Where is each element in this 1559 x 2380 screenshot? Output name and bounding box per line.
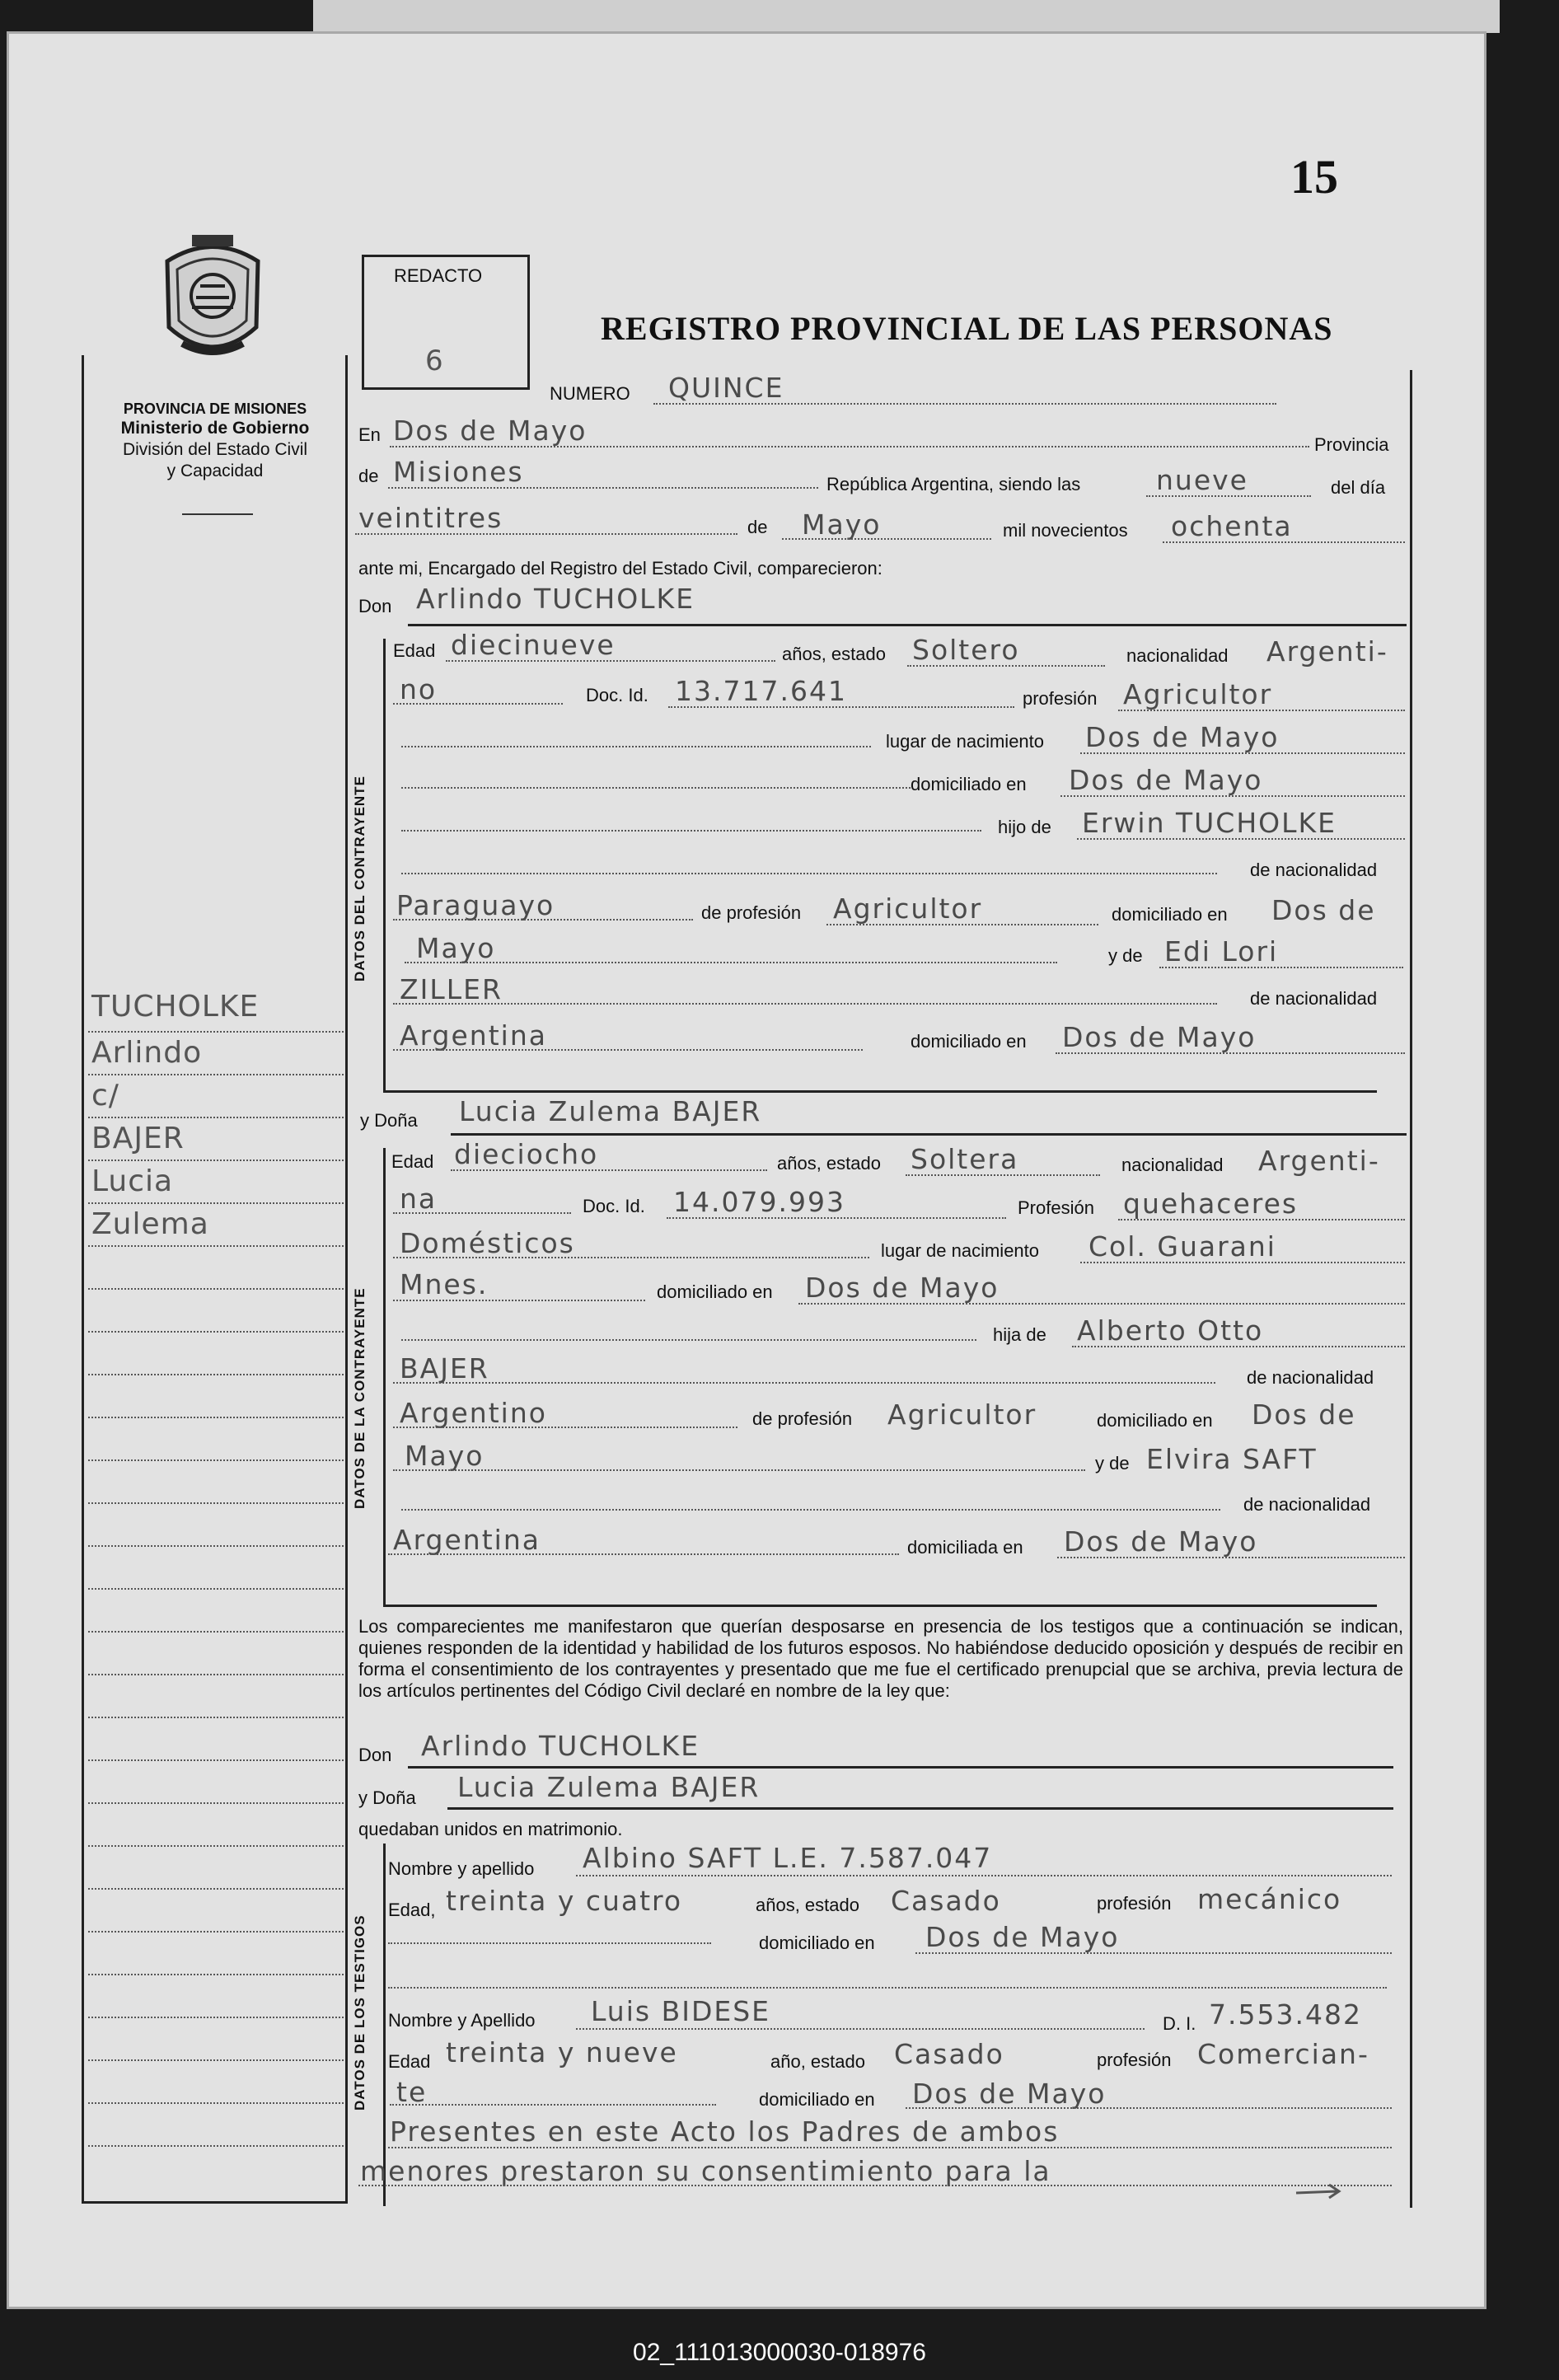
quedaban-label: quedaban unidos en matrimonio. xyxy=(358,1819,623,1839)
dona2-label: y Doña xyxy=(358,1787,416,1808)
continuation-arrow-icon xyxy=(1294,2181,1344,2201)
w1-estado-label: años, estado xyxy=(756,1895,859,1915)
groom-dom-value: Dos de Mayo xyxy=(1069,764,1263,796)
w2-prof-label: profesión xyxy=(1097,2050,1172,2070)
groom-estado-line xyxy=(907,665,1105,667)
bride-doc-line xyxy=(667,1217,1006,1219)
groom-padre-nac-line-a xyxy=(401,873,1217,874)
de-mes-label: de xyxy=(747,517,768,537)
mil-label: mil novecientos xyxy=(1003,520,1128,541)
contrayenta-bracket xyxy=(383,1148,386,1605)
hora-value: nueve xyxy=(1156,464,1248,496)
bride-y-de-label: y de xyxy=(1095,1453,1130,1473)
bride-prof-value-b: Domésticos xyxy=(400,1227,575,1259)
en-label: En xyxy=(358,424,381,445)
w2-dom-label: domiciliado en xyxy=(759,2089,875,2110)
bride-madre-dom-label: domiciliada en xyxy=(907,1537,1023,1558)
w1-dom-line xyxy=(915,1952,1392,1954)
groom-nac-value-b: no xyxy=(400,673,438,705)
groom-lugar-line-a xyxy=(401,746,871,747)
ante-mi-label: ante mi, Encargado del Registro del Estado Civil, comparecieron: xyxy=(358,558,882,579)
don-label: Don xyxy=(358,596,392,616)
de-value: Misiones xyxy=(393,456,524,488)
testigos-bracket xyxy=(383,1844,386,2206)
w2-edad-value: treinta y nueve xyxy=(446,2036,678,2068)
declaration-paragraph: Los comparecientes me manifestaron que querían desposarse en presencia de los testigos que a continuación se indican, quienes responden de la identidad y habilidad de los futuros esposos. No habiéndose deducido oposición y después de recibir en forma el consentimiento de los contrayentes y presentado que me fue el certificado prenupcial que se archiva, previa lectura de los artículos pertinentes del Código Civil declaré en nombre de la ley que: xyxy=(358,1616,1403,1701)
bride-edad-line xyxy=(451,1169,767,1171)
contrayenta-section-label: DATOS DE LA CONTRAYENTE xyxy=(352,1287,368,1509)
groom-prof-value: Agricultor xyxy=(1123,678,1273,710)
groom-estado-value: Soltero xyxy=(912,634,1020,666)
form-right-border xyxy=(1410,370,1412,2208)
contrayente-bottom-rule xyxy=(383,1090,1377,1093)
page-number: 15 xyxy=(1290,150,1338,204)
w1-prof-label: profesión xyxy=(1097,1893,1172,1914)
don2-label: Don xyxy=(358,1745,392,1765)
groom-madre-value-a: Edi Lori xyxy=(1164,935,1279,967)
del-dia-label: del día xyxy=(1331,477,1386,498)
note-rule-1 xyxy=(388,2147,1392,2148)
bride-madre-nac-line xyxy=(388,1553,899,1555)
redacto-box xyxy=(362,255,530,390)
w2-prof-line-b xyxy=(390,2104,716,2106)
bride-madre-dom-line xyxy=(1057,1557,1405,1558)
w1-nombre-label: Nombre y apellido xyxy=(388,1858,535,1879)
bride-padre-dom-value-b: Mayo xyxy=(405,1440,485,1472)
note-rule-2 xyxy=(358,2185,1392,2186)
margin-note-name: Arlindo xyxy=(91,1036,203,1070)
bride-dom-label: domiciliado en xyxy=(657,1281,773,1302)
provincial-seal-icon xyxy=(159,228,266,370)
bride-prof-label: Profesión xyxy=(1018,1197,1094,1218)
margin-bottom-border xyxy=(82,2201,348,2204)
groom-padre-prof-line xyxy=(826,924,1098,925)
bride-estado-label: años, estado xyxy=(777,1153,881,1174)
republica-label: República Argentina, siendo las xyxy=(826,474,1081,494)
document-title: REGISTRO PROVINCIAL DE LAS PERSONAS xyxy=(601,310,1333,347)
w1-nombre-line xyxy=(576,1875,1392,1876)
w2-prof-value-a: Comercian- xyxy=(1197,2038,1369,2070)
groom-nac-line xyxy=(393,703,563,705)
numero-line xyxy=(653,403,1276,405)
redacto-label: REDACTO xyxy=(394,265,483,286)
groom-padre-prof-value: Agricultor xyxy=(833,892,983,925)
bride-estado-line xyxy=(906,1174,1100,1176)
bride-nac-label: nacionalidad xyxy=(1121,1155,1224,1175)
dia-value: veintitres xyxy=(358,502,503,534)
bride-padre-nac-value: Argentino xyxy=(400,1397,547,1429)
de-label: de xyxy=(358,466,379,486)
groom-madre-line-a xyxy=(1159,967,1403,968)
groom-padre-dom-value-b: Mayo xyxy=(416,932,496,964)
bride-doc-label: Doc. Id. xyxy=(583,1196,645,1216)
groom-padre-nac-label: de nacionalidad xyxy=(1250,860,1378,880)
division-label: División del Estado Civil xyxy=(122,440,308,460)
groom-hijo-label: hijo de xyxy=(998,817,1051,837)
w1-blank-line xyxy=(388,1987,1387,1989)
margin-note-name3: Zulema xyxy=(91,1207,209,1241)
bride-prof-line-b xyxy=(393,1257,869,1258)
note-line-2: menores prestaron su consentimiento para la xyxy=(360,2155,1051,2187)
groom-dom-line-a xyxy=(401,787,911,789)
w2-di-label: D. I. xyxy=(1163,2013,1196,2034)
dona-line xyxy=(451,1133,1407,1136)
w2-prof-value-b: te xyxy=(396,2076,428,2108)
groom-padre-dom-label: domiciliado en xyxy=(1112,904,1228,925)
en-value: Dos de Mayo xyxy=(393,415,588,447)
contrayenta-bottom-rule xyxy=(383,1605,1377,1607)
numero-value: QUINCE xyxy=(668,372,784,404)
w1-edad-label: Edad, xyxy=(388,1900,436,1920)
bride-hija-line-a xyxy=(401,1339,976,1341)
groom-dom-line xyxy=(1060,795,1405,797)
w2-nombre-line xyxy=(576,2028,1145,2030)
w2-edad-label: Edad xyxy=(388,2051,431,2072)
ministry-rule xyxy=(182,513,253,515)
groom-padre-line xyxy=(1077,838,1405,840)
groom-doc-label: Doc. Id. xyxy=(586,685,648,705)
bride-padre-line-b xyxy=(393,1382,1215,1384)
contrayente-bracket xyxy=(383,639,386,1090)
groom-lugar-label: lugar de nacimiento xyxy=(886,731,1045,752)
ministry-header xyxy=(75,400,355,482)
groom-padre-value: Erwin TUCHOLKE xyxy=(1082,807,1337,839)
don2-line xyxy=(408,1766,1393,1769)
bride-lugar-line-b xyxy=(393,1300,645,1301)
contrayente-section-label: DATOS DEL CONTRAYENTE xyxy=(352,775,368,982)
ministry-label: Ministerio de Gobierno xyxy=(120,419,310,438)
bride-madre-value: Elvira SAFT xyxy=(1146,1443,1318,1475)
w2-estado-label: año, estado xyxy=(770,2051,865,2072)
redacto-value: 6 xyxy=(425,344,443,377)
bride-dom-value: Dos de Mayo xyxy=(805,1272,1000,1304)
dona-value: Lucia Zulema BAJER xyxy=(459,1095,762,1127)
bride-padre-value: Alberto Otto xyxy=(1077,1314,1264,1347)
dia-line xyxy=(355,533,737,535)
image-footer-id: 02_111013000030-018976 xyxy=(633,2339,926,2366)
margin-left-border xyxy=(82,355,84,2201)
bride-hija-label: hija de xyxy=(993,1324,1046,1345)
bride-madre-dom-value: Dos de Mayo xyxy=(1064,1525,1258,1558)
w2-dom-line xyxy=(906,2107,1392,2109)
bride-lugar-value-a: Col. Guarani xyxy=(1088,1230,1276,1263)
groom-madre-nac-value: Argentina xyxy=(400,1019,547,1052)
bride-edad-value: dieciocho xyxy=(454,1138,599,1170)
groom-padre-dom-value-a: Dos de xyxy=(1271,894,1376,926)
groom-doc-value: 13.717.641 xyxy=(675,675,847,707)
groom-hijo-line-a xyxy=(401,830,981,832)
w1-prof-value: mecánico xyxy=(1197,1883,1342,1915)
bride-nac-value-a: Argenti- xyxy=(1258,1145,1380,1177)
groom-doc-line xyxy=(668,706,1014,708)
bride-prof-value: quehaceres xyxy=(1123,1188,1299,1220)
bride-padre-line xyxy=(1072,1346,1405,1347)
bride-nac-line xyxy=(393,1212,571,1214)
w1-dom-label: domiciliado en xyxy=(759,1933,875,1953)
groom-padre-dom-line xyxy=(405,962,1057,963)
ano-value: ochenta xyxy=(1171,510,1293,542)
bride-padre-nac-line xyxy=(393,1427,737,1428)
groom-dom-label: domiciliado en xyxy=(911,774,1027,794)
bride-lugar-value-b: Mnes. xyxy=(400,1268,489,1300)
provincia-label: Provincia xyxy=(1314,434,1389,455)
bride-padre-dom-value-a: Dos de xyxy=(1252,1398,1356,1431)
bride-padre-dom-label: domiciliado en xyxy=(1097,1410,1213,1431)
bride-estado-value: Soltera xyxy=(911,1143,1019,1175)
groom-nac-value-a: Argenti- xyxy=(1266,635,1388,668)
groom-prof-label: profesión xyxy=(1023,688,1098,709)
don-value: Arlindo TUCHOLKE xyxy=(416,583,695,615)
groom-nac-label: nacionalidad xyxy=(1126,645,1229,666)
bride-doc-value: 14.079.993 xyxy=(673,1186,845,1218)
w1-edad-value: treinta y cuatro xyxy=(446,1885,683,1917)
dona2-line xyxy=(447,1807,1393,1810)
bride-dom-line xyxy=(798,1303,1405,1305)
bride-madre-nac-value: Argentina xyxy=(393,1524,541,1556)
margin-note-surname2: BAJER xyxy=(91,1122,185,1155)
margin-note-name2: Lucia xyxy=(91,1164,174,1198)
groom-edad-value: diecinueve xyxy=(451,629,616,661)
w2-di-value: 7.553.482 xyxy=(1209,1998,1362,2031)
note-line-1: Presentes en este Acto los Padres de ambos xyxy=(390,2115,1060,2148)
w2-dom-value: Dos de Mayo xyxy=(912,2078,1107,2110)
margin-note-con: c/ xyxy=(91,1079,119,1113)
bride-nac-value-b: na xyxy=(400,1183,438,1215)
en-line xyxy=(390,446,1309,447)
bride-padre-nac-label: de nacionalidad xyxy=(1247,1367,1374,1388)
w2-nombre-value: Luis BIDESE xyxy=(591,1995,771,2027)
groom-madre-line-b xyxy=(393,1003,1217,1005)
bride-lugar-label: lugar de nacimiento xyxy=(881,1240,1040,1261)
groom-madre-dom-label: domiciliado en xyxy=(911,1031,1027,1052)
don2-value: Arlindo TUCHOLKE xyxy=(421,1730,700,1762)
dona-label: y Doña xyxy=(360,1110,418,1131)
margin-right-border xyxy=(345,355,348,2201)
groom-prof-line xyxy=(1118,710,1405,711)
bride-padre-prof-value: Agricultor xyxy=(887,1398,1037,1431)
groom-padre-prof-label: de profesión xyxy=(701,902,802,923)
groom-edad-label: Edad xyxy=(393,640,436,661)
w1-dom-value: Dos de Mayo xyxy=(925,1921,1120,1953)
dona2-value: Lucia Zulema BAJER xyxy=(457,1771,761,1803)
w2-estado-value: Casado xyxy=(894,2038,1004,2070)
w1-dom-line-a xyxy=(388,1942,711,1944)
bride-prof-line xyxy=(1118,1219,1405,1220)
bride-padre-value-b: BAJER xyxy=(400,1352,489,1384)
bride-lugar-line-a xyxy=(1080,1262,1405,1263)
w1-nombre-value: Albino SAFT L.E. 7.587.047 xyxy=(583,1842,993,1874)
de-line xyxy=(388,487,818,489)
groom-madre-nac-label: de nacionalidad xyxy=(1250,988,1378,1009)
hora-line xyxy=(1146,495,1311,497)
don-line xyxy=(408,624,1407,626)
groom-madre-dom-line xyxy=(1056,1052,1405,1054)
capacity-label: y Capacidad xyxy=(166,461,264,481)
margin-note-surname: TUCHOLKE xyxy=(91,990,260,1024)
numero-label: NUMERO xyxy=(550,383,630,404)
groom-madre-nac-line xyxy=(393,1049,863,1051)
w2-nombre-label: Nombre y Apellido xyxy=(388,2010,536,2031)
groom-padre-nac-line xyxy=(393,919,693,921)
testigos-section-label: DATOS DE LOS TESTIGOS xyxy=(352,1914,368,2111)
groom-padre-nac-value: Paraguayo xyxy=(396,889,555,921)
province-label: PROVINCIA DE MISIONES xyxy=(123,401,307,417)
bride-madre-line-b xyxy=(401,1509,1220,1511)
next-page-edge xyxy=(313,0,1500,33)
groom-madre-dom-value: Dos de Mayo xyxy=(1062,1021,1257,1053)
bride-padre-prof-label: de profesión xyxy=(752,1408,853,1429)
groom-madre-value-b: ZILLER xyxy=(400,973,503,1005)
mes-line xyxy=(782,538,991,540)
bride-madre-nac-label: de nacionalidad xyxy=(1243,1494,1371,1515)
bride-padre-dom-line xyxy=(393,1469,1085,1471)
groom-y-de-label: y de xyxy=(1108,945,1143,966)
groom-lugar-value: Dos de Mayo xyxy=(1085,721,1280,753)
groom-lugar-line xyxy=(1080,752,1405,754)
groom-estado-label: años, estado xyxy=(782,644,886,664)
ano-line xyxy=(1163,541,1405,543)
groom-edad-line xyxy=(446,660,775,662)
w1-estado-value: Casado xyxy=(891,1885,1001,1917)
mes-value: Mayo xyxy=(802,508,882,541)
register-page xyxy=(7,31,1486,2309)
bride-edad-label: Edad xyxy=(391,1151,434,1172)
